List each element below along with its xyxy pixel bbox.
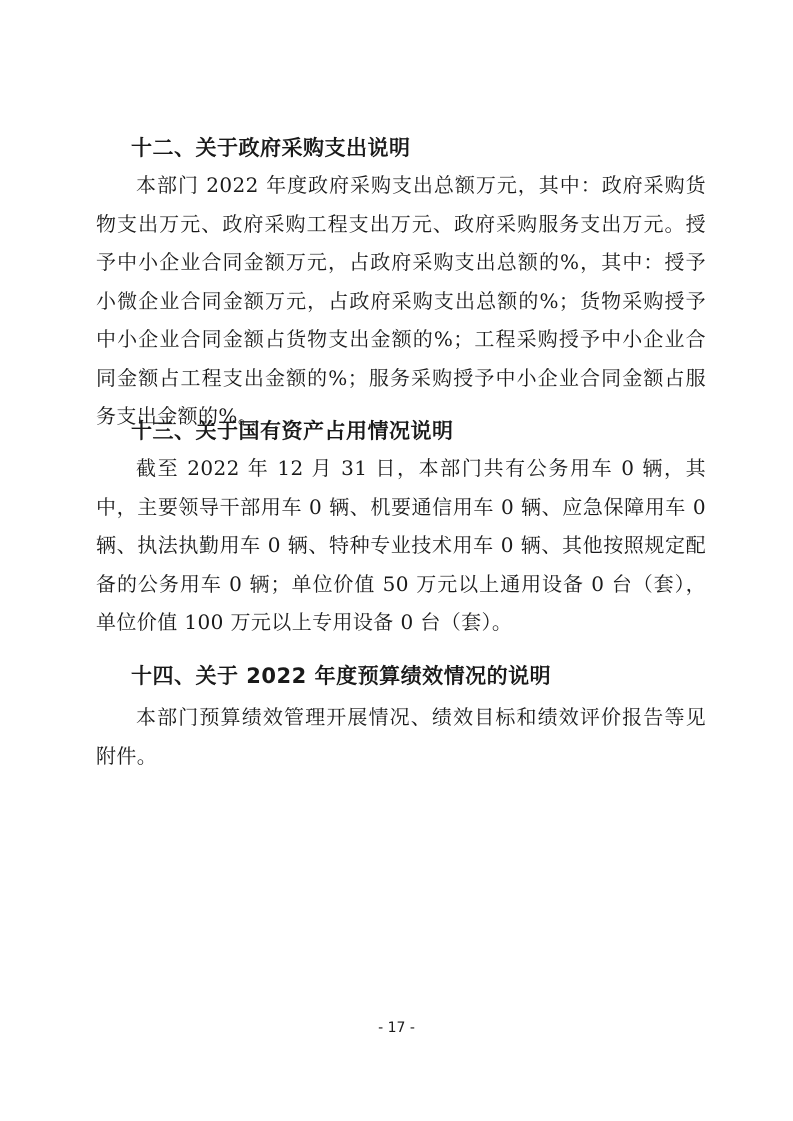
section-12-body: 本部门 2022 年度政府采购支出总额万元，其中：政府采购货物支出万元、政府采购工程支出万元、政府采购服务支出万元。授予中小企业合同金额万元，占政府采购支出总额的%，其中：授予小微企业合同金额万元，占政府采购支出总额的%；货物采购授予中小企业合同金额占货物支出金额的%；工程采购授予中小企业合同金额占工程支出金额的%；服务采购授予中小企业合同金额占服务支出金额的%。: [96, 173, 706, 428]
page-number: - 17 -: [378, 1020, 415, 1036]
section-13-heading: 十三、关于国有资产占用情况说明: [131, 419, 454, 443]
section-13-body: 截至 2022 年 12 月 31 日，本部门共有公务用车 0 辆，其中，主要领导干部用车 0 辆、机要通信用车 0 辆、应急保障用车 0 辆、执法执勤用车 0 辆、特种专业技术用车 0 辆、其他按照规定配备的公务用车 0 辆；单位价值 50 万元以上通用设备 0 台（套），单位价值 100 万元以上专用设备 0 台（套）。: [96, 456, 706, 634]
section-12-heading: 十二、关于政府采购支出说明: [131, 136, 411, 160]
section-14-heading: 十四、关于 2022 年度预算绩效情况的说明: [131, 664, 552, 688]
section-14-body: 本部门预算绩效管理开展情况、绩效目标和绩效评价报告等见附件。: [96, 705, 706, 768]
